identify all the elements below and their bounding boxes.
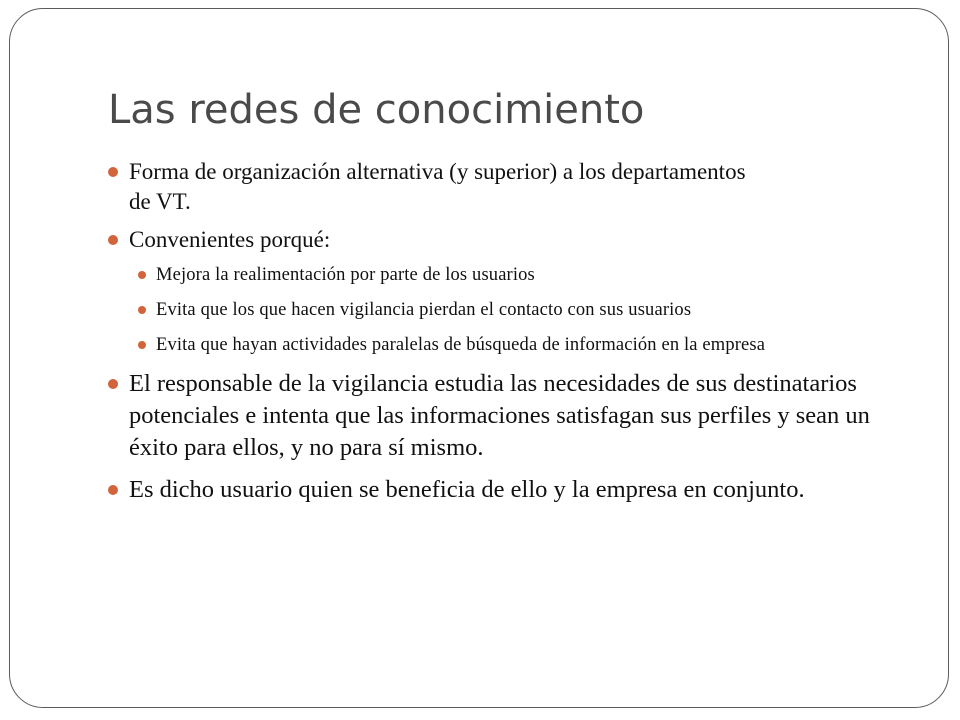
bullet-text: Forma de organización alternativa (y superior) a los departamentos de VT.	[129, 159, 746, 214]
slide-content	[108, 157, 908, 516]
bullet-dot-icon	[138, 306, 146, 314]
bullet-dot-icon	[138, 271, 146, 279]
bullet-text: Convenientes porqué:	[129, 227, 331, 252]
bullet-text: El responsable de la vigilancia estudia las necesidades de sus destinatarios potenciales e intenta que las informaciones satisfagan sus perfiles y sean un éxito para ellos, y no para sí mismo.	[129, 370, 870, 461]
bullet-text: Es dicho usuario quien se beneficia de ello y la empresa en conjunto.	[129, 476, 805, 503]
bullet-dot-icon	[108, 235, 118, 245]
bullet-item	[108, 225, 908, 255]
bullet-item	[108, 368, 919, 464]
bullet-dot-icon	[108, 167, 118, 177]
sub-bullet-item	[138, 333, 876, 358]
bullet-dot-icon	[138, 341, 146, 349]
bullet-item	[108, 474, 849, 506]
bullet-item	[108, 157, 769, 217]
sub-bullet-item	[138, 263, 908, 288]
bullet-dot-icon	[108, 485, 118, 495]
sub-bullet-text: Mejora la realimentación por parte de los usuarios	[156, 265, 535, 285]
sub-bullet-text: Evita que los que hacen vigilancia pierdan el contacto con sus usuarios	[156, 300, 692, 320]
sub-bullet-list	[108, 263, 908, 358]
bullet-dot-icon	[108, 379, 118, 389]
slide-title: Las redes de conocimiento	[108, 87, 645, 133]
sub-bullet-item	[138, 298, 908, 323]
sub-bullet-text: Evita que hayan actividades paralelas de búsqueda de información en la empresa	[156, 335, 766, 355]
